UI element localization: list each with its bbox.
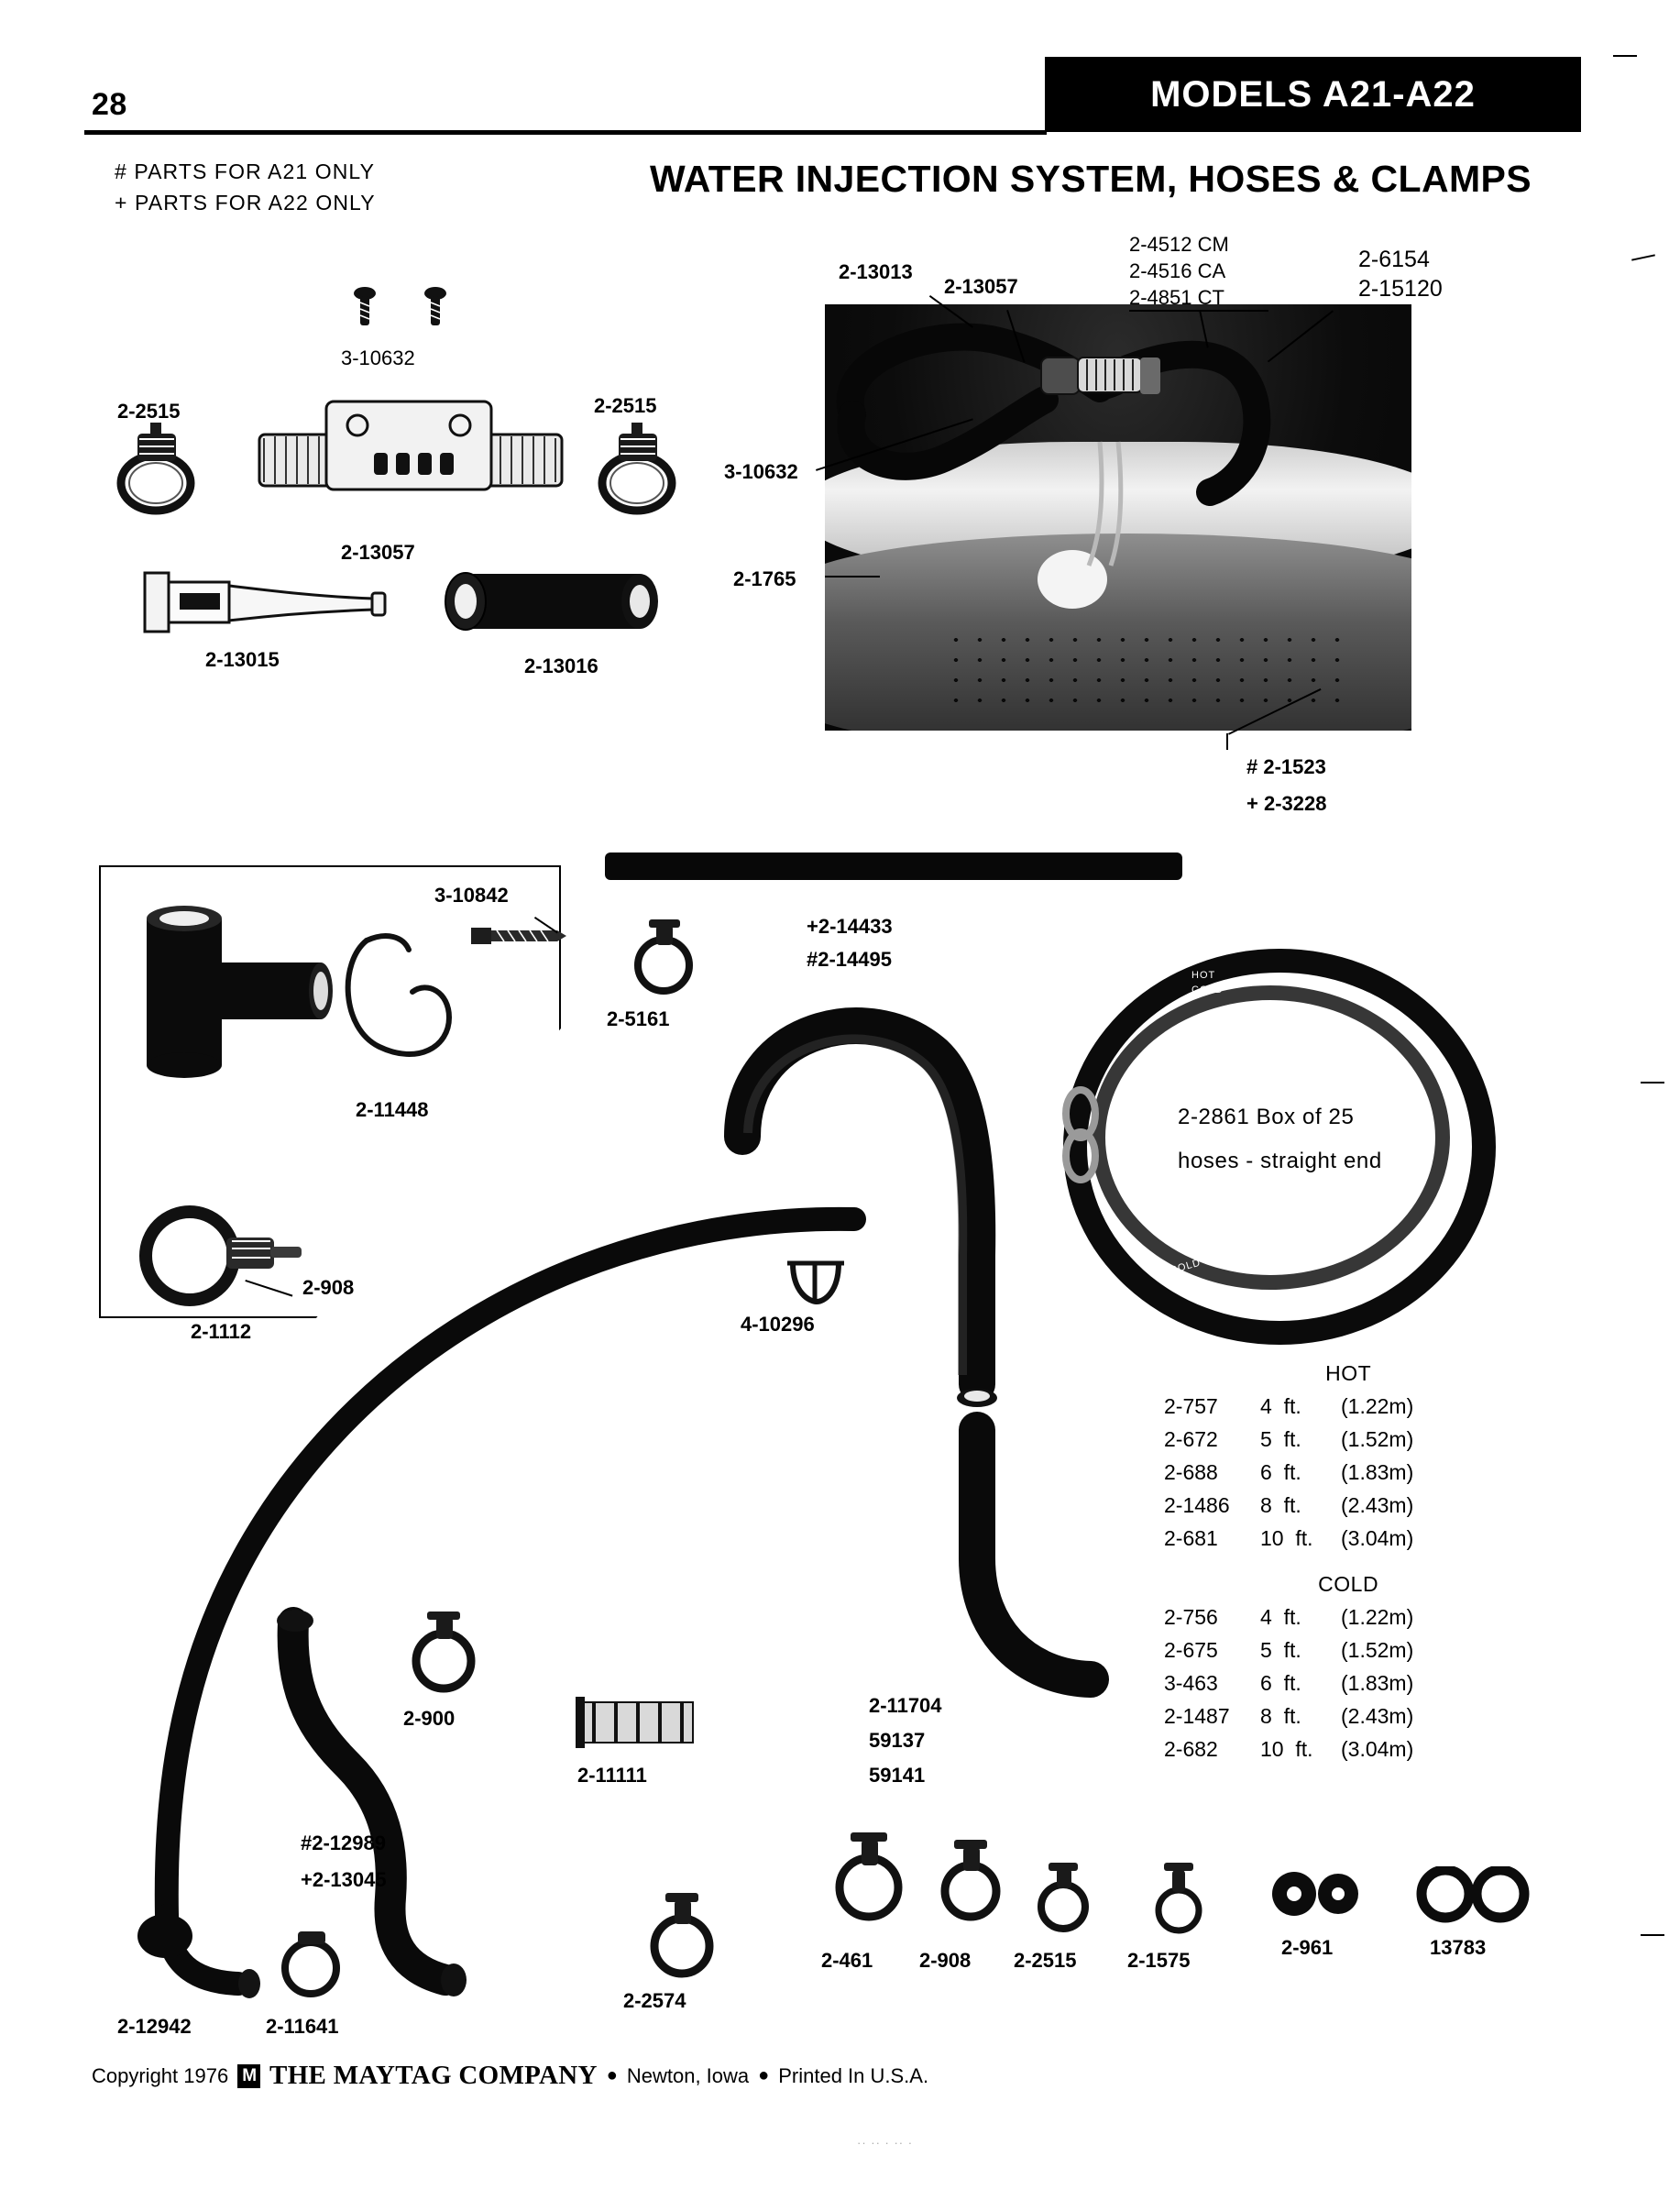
part-number: 2-757 [1164, 1394, 1218, 1418]
part-number: 2-1486 [1164, 1493, 1230, 1517]
label-2-13015: 2-13015 [205, 648, 280, 671]
maytag-logo-icon: M [237, 2064, 260, 2088]
label-2-11641: 2-11641 [266, 2015, 339, 2038]
label-2-900: 2-900 [403, 1707, 456, 1730]
label-2-961: 2-961 [1281, 1936, 1334, 1959]
washer-2-961 [1267, 1868, 1377, 1928]
company-name: THE MAYTAG COMPANY [269, 2061, 598, 2090]
photo-water-injection [825, 304, 1411, 731]
table-row [1164, 1489, 1413, 1522]
label-2-1575: 2-1575 [1127, 1949, 1191, 1972]
label-3-10632-photo: 3-10632 [724, 460, 798, 483]
legend-item-a22: + PARTS FOR A22 ONLY [115, 191, 376, 214]
label-3-10842: 3-10842 [434, 884, 509, 907]
washer-13783 [1416, 1866, 1535, 1928]
part-number: 2-688 [1164, 1460, 1218, 1484]
legend [115, 156, 376, 218]
coil-tag-hot: HOT [1191, 970, 1216, 981]
table-row [1164, 1600, 1413, 1634]
label-2-13057-left: 2-13057 [341, 541, 415, 564]
label-2-13045: +2-13045 [301, 1868, 387, 1891]
length: 8 ft. [1260, 1493, 1301, 1517]
table-heading-cold: COLD [1318, 1572, 1379, 1596]
metric: (1.22m) [1341, 1394, 1414, 1418]
label-59137: 59137 [869, 1729, 926, 1752]
edge-tick-top [1613, 55, 1637, 57]
length: 5 ft. [1260, 1427, 1301, 1451]
tee-fitting-2-1112 [128, 898, 348, 1086]
metric: (2.43m) [1341, 1493, 1414, 1517]
clamp-2-908-bottom [930, 1829, 1013, 1934]
label-2-2574: 2-2574 [623, 1989, 686, 2012]
length: 6 ft. [1260, 1460, 1301, 1484]
part-number: 2-672 [1164, 1427, 1218, 1451]
label-2-11448: 2-11448 [356, 1098, 429, 1121]
models-banner-label: MODELS A21-A22 [1150, 73, 1476, 115]
coil-caption-line2: hoses - straight end [1178, 1149, 1382, 1173]
coil-caption [1178, 1095, 1382, 1183]
label-2-4512-cm: 2-4512 CM [1129, 233, 1229, 256]
screw-3-10632-pair [348, 284, 467, 344]
clamp-2-5161 [623, 912, 706, 1004]
coil-tag-cold: COLD [1191, 984, 1224, 996]
label-2-14495: #2-14495 [807, 948, 892, 971]
label-2-11704: 2-11704 [869, 1694, 942, 1717]
label-2-15120: 2-15120 [1358, 276, 1443, 302]
table-row [1164, 1423, 1413, 1456]
separator-dot-1: ● [606, 2065, 618, 2085]
label-2-461: 2-461 [821, 1949, 873, 1972]
label-2-2515-right: 2-2515 [594, 394, 657, 417]
sleeve-2-13016 [440, 561, 669, 648]
hose-length-table-hot [1164, 1357, 1413, 1555]
hose-length-table-cold [1164, 1568, 1413, 1766]
label-2-2515-bottom: 2-2515 [1014, 1949, 1077, 1972]
metric: (1.83m) [1341, 1671, 1414, 1695]
label-2-13016: 2-13016 [524, 654, 598, 677]
label-2-908-boxed: 2-908 [302, 1276, 355, 1299]
edge-tick-upper [1631, 254, 1655, 260]
clamp-2-2515-right [591, 417, 692, 522]
metric: (1.52m) [1341, 1427, 1414, 1451]
metric: (1.22m) [1341, 1605, 1414, 1629]
printed-text: Printed In U.S.A. [778, 2063, 929, 2087]
coil-tag-cold-2: COLD [1169, 1257, 1202, 1277]
manifold-2-13057 [255, 394, 566, 527]
label-13783: 13783 [1430, 1936, 1487, 1959]
part-number: 2-675 [1164, 1638, 1218, 1662]
page-title: WATER INJECTION SYSTEM, HOSES & CLAMPS [649, 158, 1532, 200]
label-2-12989: #2-12989 [301, 1832, 386, 1854]
table-row [1164, 1456, 1413, 1489]
clamp-2-2515-left [110, 417, 211, 522]
table-row [1164, 1390, 1413, 1423]
label-2-6154: 2-6154 [1358, 247, 1430, 272]
city-text: Newton, Iowa [626, 2063, 750, 2087]
spring-sleeve-2-11111 [568, 1691, 706, 1760]
label-2-14433: +2-14433 [807, 915, 893, 938]
length: 4 ft. [1260, 1394, 1301, 1418]
bracket-2-11448 [339, 926, 477, 1095]
coil-tag-maytag: MAYTAG [1392, 958, 1441, 984]
length: 4 ft. [1260, 1605, 1301, 1629]
leader-bottom-photo-tick [1226, 733, 1228, 750]
page-number: 28 [92, 87, 127, 122]
clamp-2-1575 [1144, 1850, 1217, 1946]
table-row [1164, 1634, 1413, 1666]
clamp-2-461 [825, 1820, 917, 1934]
models-banner [1045, 57, 1581, 132]
length: 10 ft. [1260, 1737, 1313, 1761]
label-2-2515-left: 2-2515 [117, 400, 181, 423]
edge-tick-mid [1641, 1082, 1664, 1084]
coil-caption-line1: 2-2861 Box of 25 [1178, 1105, 1355, 1129]
label-59141: 59141 [869, 1764, 926, 1787]
label-4-10296: 4-10296 [741, 1313, 815, 1336]
part-number: 2-682 [1164, 1737, 1218, 1761]
label-3-10632-top: 3-10632 [341, 346, 415, 369]
label-2-1523: # 2-1523 [1246, 755, 1326, 778]
metric: (1.52m) [1341, 1638, 1414, 1662]
metric: (3.04m) [1341, 1526, 1414, 1550]
part-number: 2-1487 [1164, 1704, 1230, 1728]
screw-3-10842 [467, 915, 568, 962]
length: 6 ft. [1260, 1671, 1301, 1695]
label-2-908-bottom: 2-908 [919, 1949, 972, 1972]
label-2-4516-ca: 2-4516 CA [1129, 259, 1226, 282]
metric: (3.04m) [1341, 1737, 1414, 1761]
metric: (1.83m) [1341, 1460, 1414, 1484]
label-2-1112: 2-1112 [191, 1320, 252, 1343]
header-rule [84, 130, 1047, 135]
label-2-12942: 2-12942 [117, 2015, 192, 2038]
clamp-2-2574 [642, 1884, 724, 1989]
length: 5 ft. [1260, 1638, 1301, 1662]
coil-clamp [1049, 1077, 1114, 1192]
table-row [1164, 1732, 1413, 1766]
length: 10 ft. [1260, 1526, 1313, 1550]
part-number: 3-463 [1164, 1671, 1218, 1695]
leader-2-1765 [825, 576, 880, 578]
legend-item-a21: # PARTS FOR A21 ONLY [115, 160, 376, 183]
separator-dot-2: ● [758, 2065, 770, 2085]
label-2-13013: 2-13013 [839, 260, 913, 283]
page-artifact: ·· ·· · ·· · [857, 2136, 914, 2150]
label-2-5161: 2-5161 [607, 1007, 670, 1030]
clamp-2-11641 [270, 1920, 353, 2008]
clamp-2-2515-bottom [1027, 1852, 1100, 1943]
hose-bar-2-14433 [605, 852, 1182, 880]
label-2-1765: 2-1765 [733, 567, 796, 590]
part-number: 2-681 [1164, 1526, 1218, 1550]
nozzle-2-13015 [137, 564, 394, 646]
length: 8 ft. [1260, 1704, 1301, 1728]
metric: (2.43m) [1341, 1704, 1414, 1728]
label-2-11111: 2-11111 [577, 1764, 647, 1787]
label-2-13057-photo: 2-13057 [944, 275, 1018, 298]
label-2-4851-ct: 2-4851 CT [1129, 286, 1224, 309]
copyright-text: Copyright 1976 [92, 2063, 229, 2087]
table-row [1164, 1666, 1413, 1700]
label-2-3228: + 2-3228 [1246, 792, 1327, 815]
footer [92, 2061, 928, 2091]
table-row [1164, 1522, 1413, 1555]
edge-tick-lower [1641, 1934, 1664, 1936]
table-row [1164, 1700, 1413, 1732]
table-heading-hot: HOT [1325, 1361, 1372, 1385]
part-number: 2-756 [1164, 1605, 1218, 1629]
